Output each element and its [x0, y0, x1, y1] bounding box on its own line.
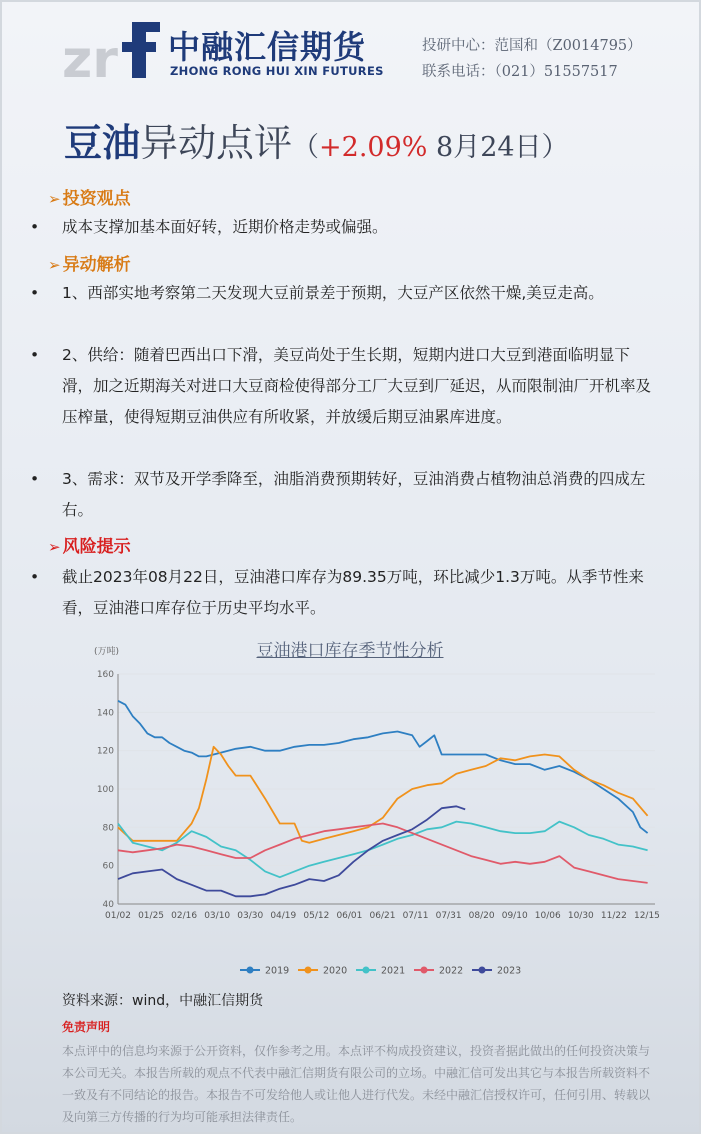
x-tick-label: 01/25	[138, 911, 165, 921]
x-tick-label: 03/10	[204, 911, 231, 921]
disclaimer-text: 本点评中的信息均来源于公开资料，仅作参考之用。本点评不构成投资建议，投资者据此做出的任何投资决策与本公司无关。本报告所载的观点不代表中融汇信期货有限公司的立场。中融汇信可发出其它与本报告所载资料不一致及有不同结论的报告。本报告不可发给他人或让他人进行代发。未经中融汇信授权许可，任何引用、转载以及向第三方传播的行为均可能承担法律责任。	[62, 1044, 651, 1124]
x-tick-label: 05/12	[303, 911, 330, 921]
analysis-item: • 2、供给：随着巴西出口下滑，美豆尚处于生长期，短期内进口大豆到港面临明显下滑，加之近期海关对进口大豆商检使得部分工厂大豆到厂延迟，从而限制油厂开机率及压榨量，使得短期豆油供应有所收紧，并放缓后期豆油累库进度。	[46, 340, 656, 433]
legend-marker-2023	[479, 967, 486, 974]
x-tick-label: 07/31	[435, 911, 462, 921]
header	[0, 0, 701, 95]
x-tick-label: 07/11	[402, 911, 429, 921]
analysis-item: • 1、西部实地考察第二天发现大豆前景差于预期，大豆产区依然干燥,美豆走高。	[46, 278, 656, 309]
x-tick-label: 09/10	[501, 911, 528, 921]
x-tick-label: 01/02	[105, 911, 131, 921]
company-logo-icon	[62, 22, 162, 82]
x-tick-label: 10/06	[534, 911, 561, 921]
x-tick-label: 08/20	[468, 911, 495, 921]
section-heading-risk: ➢ 风险提示	[48, 537, 131, 557]
title-date: 8月24日）	[427, 132, 569, 163]
contact-phone: 联系电话：（021）51557517	[422, 64, 618, 80]
series-line-2022	[118, 824, 648, 883]
page-title	[64, 112, 569, 167]
x-tick-label: 02/16	[171, 911, 198, 921]
y-axis-unit-label: (万吨)	[94, 647, 120, 657]
bullet-icon: •	[30, 470, 40, 488]
bullet-icon: •	[30, 218, 40, 236]
legend-marker-2019	[247, 967, 254, 974]
series-line-2020	[118, 747, 648, 843]
series-line-2023	[118, 806, 465, 896]
chevron-right-icon: ➢	[48, 190, 61, 208]
company-name-en: ZHONG RONG HUI XIN FUTURES	[170, 64, 384, 78]
y-tick-label: 140	[96, 708, 114, 719]
y-tick-label: 40	[102, 900, 114, 910]
section-heading-analysis: ➢ 异动解析	[48, 255, 131, 275]
series-line-2021	[118, 822, 648, 878]
inventory-seasonal-chart	[90, 640, 670, 990]
view-paragraph: • 成本支撑加基本面好转，近期价格走势或偏强。	[46, 212, 656, 243]
y-tick-label: 100	[96, 785, 114, 795]
disclaimer-heading: 免责声明	[62, 1020, 111, 1034]
x-tick-label: 10/30	[567, 911, 594, 921]
y-tick-label: 120	[96, 746, 114, 757]
y-tick-label: 160	[96, 670, 114, 680]
x-tick-label: 11/22	[600, 911, 627, 921]
bullet-icon: •	[30, 284, 40, 302]
chart-title: 豆油港口库存季节性分析	[256, 641, 444, 661]
analysis-item: • 3、需求：双节及开学季降至，油脂消费预期转好，豆油消费占植物油总消费的四成左右。	[46, 464, 656, 526]
x-tick-label: 06/21	[369, 911, 396, 921]
bullet-icon: •	[30, 346, 40, 364]
legend-label: 2022	[439, 965, 464, 977]
chevron-right-icon: ➢	[48, 256, 61, 274]
title-open: （	[292, 132, 320, 163]
title-pct-change: +2.09%	[319, 132, 428, 163]
svg-text:zr: zr	[62, 30, 118, 82]
legend-label: 2021	[381, 965, 406, 977]
y-tick-label: 60	[102, 861, 114, 872]
x-tick-label: 03/30	[237, 911, 264, 921]
x-tick-label: 04/19	[270, 911, 297, 921]
y-tick-label: 80	[102, 823, 114, 834]
company-name-cn: 中融汇信期货	[168, 28, 367, 66]
chevron-right-icon: ➢	[48, 538, 61, 556]
x-tick-label: 12/15	[633, 911, 660, 921]
section-heading-view: ➢ 投资观点	[48, 189, 131, 209]
contact-analyst: 投研中心：范国和（Z0014795）	[422, 38, 642, 54]
legend-marker-2022	[421, 967, 428, 974]
legend-label: 2019	[265, 965, 290, 977]
title-product: 豆油	[64, 120, 141, 165]
title-label: 异动点评	[140, 121, 293, 165]
x-tick-label: 06/01	[336, 911, 363, 921]
legend-marker-2021	[363, 967, 370, 974]
legend-label: 2023	[497, 965, 522, 977]
data-source: 资料来源：wind，中融汇信期货	[62, 993, 264, 1009]
legend-label: 2020	[323, 965, 348, 977]
risk-paragraph: • 截止2023年08月22日，豆油港口库存为89.35万吨，环比减少1.3万吨。从季节性来看，豆油港口库存位于历史平均水平。	[46, 562, 656, 624]
legend-marker-2020	[305, 967, 312, 974]
bullet-icon: •	[30, 568, 40, 586]
